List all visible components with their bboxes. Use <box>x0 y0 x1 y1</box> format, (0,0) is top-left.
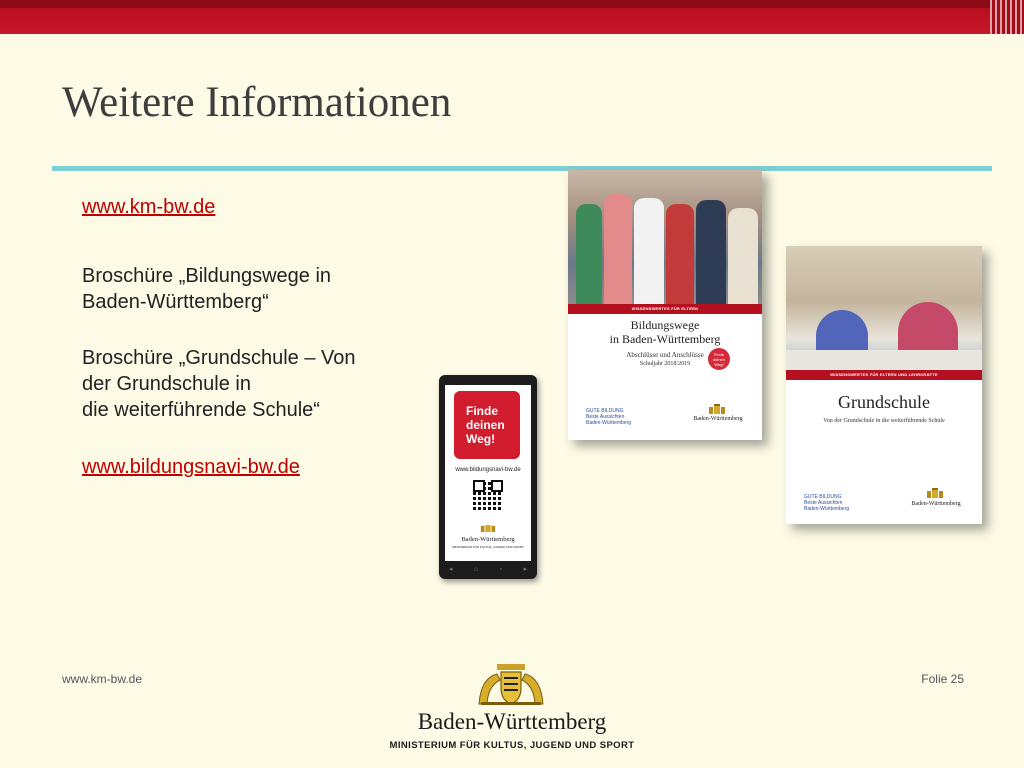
finde-stamp: Finde deinen Weg! <box>708 348 730 370</box>
coat-of-arms-icon <box>708 404 726 416</box>
coat-of-arms-icon <box>926 488 944 500</box>
home-icon: ⌂ <box>473 566 479 573</box>
phone-mockup <box>439 375 537 579</box>
brochure-bw-logo: Baden-Württemberg <box>911 501 961 507</box>
brochure-title: Bildungswege in Baden-Württemberg <box>609 318 721 346</box>
qr-code-icon <box>473 480 503 510</box>
footer-ministry: MINISTERIUM FÜR KULTUS, JUGEND UND SPORT <box>389 740 635 751</box>
title-divider <box>52 166 992 171</box>
brochure-year: Schuljahr 2018/2019 <box>639 361 691 367</box>
brochure-subtitle: Von der Grundschule in die weiterführende Schule <box>823 418 945 424</box>
brochure-grundschule-cover <box>786 246 982 524</box>
finde-deinen-weg-badge: Finde deinen Weg! <box>454 391 520 459</box>
phone-bw-logo: Baden-Württemberg <box>461 536 515 543</box>
phone-url: www.bildungsnavi-bw.de <box>455 467 521 473</box>
brochure-band: WISSENSWERTES FÜR ELTERN UND LEHRKRÄFTE <box>786 370 982 380</box>
gute-bildung-logo: GUTE BILDUNG Beste Aussichten Baden-Württemberg <box>804 494 850 512</box>
coat-of-arms-icon <box>480 523 496 534</box>
brochure-bildungswege-text: Broschüre „Bildungswege in Baden-Württemberg“ <box>82 265 332 313</box>
footer-url: www.km-bw.de <box>62 672 143 686</box>
menu-icon: ▫ <box>499 566 503 573</box>
slide-title: Weitere Informationen <box>62 79 452 126</box>
slide-number: Folie 25 <box>921 672 964 686</box>
top-bar-stripes <box>990 0 1024 34</box>
classroom-photo <box>786 246 982 370</box>
brochure-grundschule-text: Broschüre „Grundschule – Von der Grundschule in die weiterführende Schule“ <box>82 347 356 421</box>
brochure-bildungswege-cover <box>568 170 762 440</box>
students-photo <box>568 170 762 304</box>
coat-of-arms-icon <box>475 664 547 706</box>
footer-state-name: Baden-Württemberg <box>417 709 607 734</box>
brochure-title: Grundschule <box>838 392 930 412</box>
brochure-subtitle: Abschlüsse und Anschlüsse <box>626 351 704 359</box>
back-icon: ◂ <box>449 566 453 573</box>
phone-ministry: MINISTERIUM FÜR KULTUS, JUGEND UND SPORT <box>452 545 524 549</box>
gute-bildung-logo: GUTE BILDUNG Beste Aussichten Baden-Württemberg <box>586 408 632 426</box>
forward-icon: ▸ <box>523 566 527 573</box>
top-bar <box>0 0 1024 34</box>
brochure-band: WISSENSWERTES FÜR ELTERN <box>568 304 762 314</box>
km-bw-link[interactable]: www.km-bw.de <box>82 196 216 218</box>
brochure-bw-logo: Baden-Württemberg <box>693 416 743 422</box>
phone-nav-buttons <box>449 566 527 574</box>
phone-screen <box>445 385 531 561</box>
bildungsnavi-link[interactable]: www.bildungsnavi-bw.de <box>82 456 300 478</box>
